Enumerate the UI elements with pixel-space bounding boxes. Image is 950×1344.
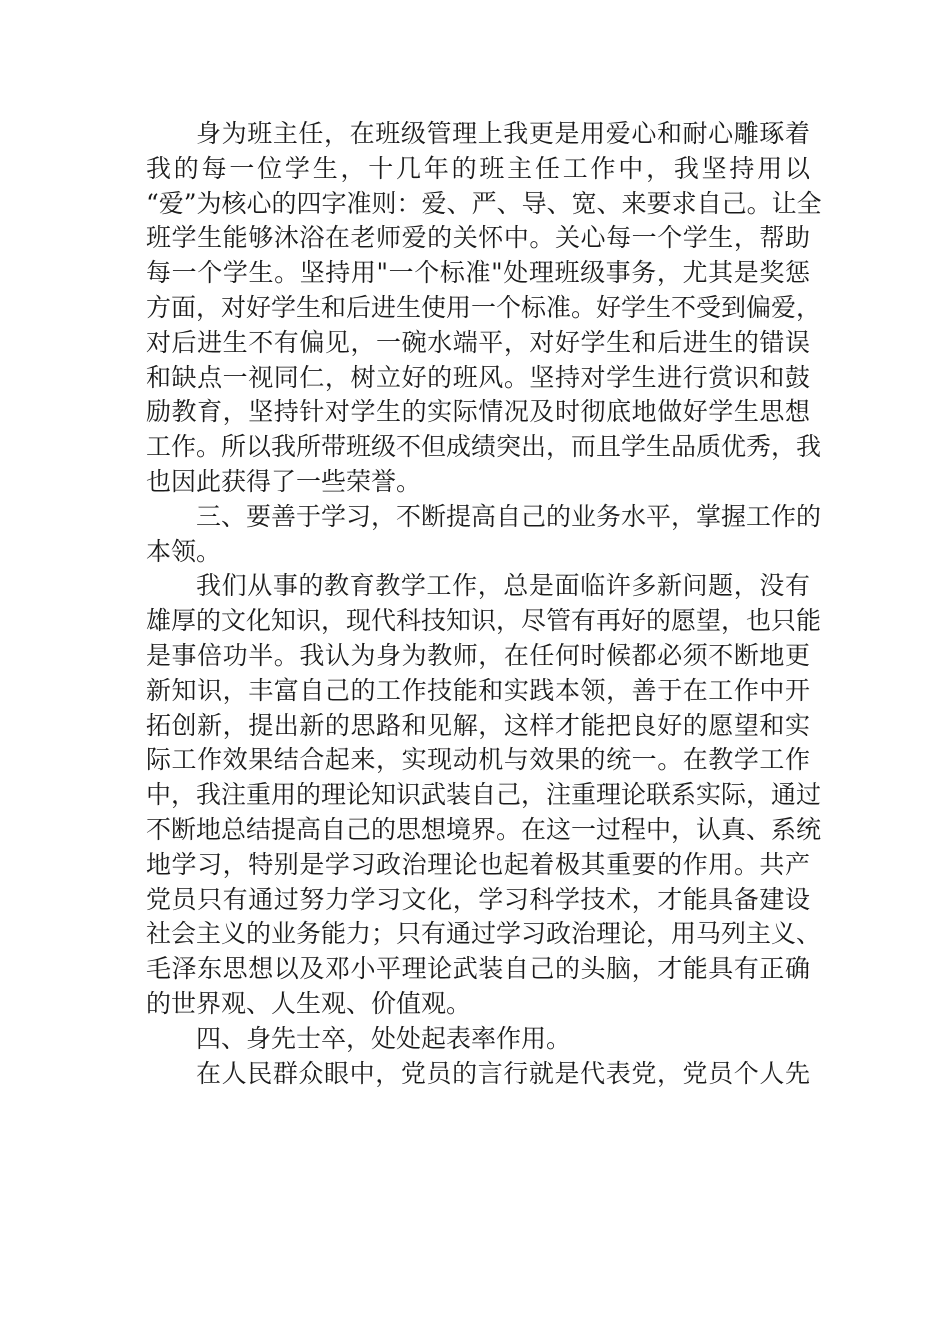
text-line: 中，我注重用的理论知识武装自己，注重理论联系实际，通过 xyxy=(146,780,822,810)
text-line: 励教育，坚持针对学生的实际情况及时彻底地做好学生思想 xyxy=(146,397,810,427)
text-line: 的世界观、人生观、价值观。 xyxy=(146,988,472,1018)
text-line: 身为班主任，在班级管理上我更是用爱心和耐心雕琢着 xyxy=(196,119,810,148)
text-line: 地学习，特别是学习政治理论也起着极其重要的作用。共产 xyxy=(146,849,810,879)
text-line: 党员只有通过努力学习文化，学习科学技术，才能具备建设 xyxy=(146,884,810,914)
text-line: 毛泽东思想以及邓小平理论武装自己的头脑，才能具有正确 xyxy=(146,954,810,984)
text-line: 工作。所以我所带班级不但成绩突出，而且学生品质优秀，我 xyxy=(146,432,822,462)
body-text xyxy=(146,117,822,1091)
text-line: 雄厚的文化知识，现代科技知识，尽管有再好的愿望，也只能 xyxy=(146,606,822,636)
text-line: 我的每一位学生，十几年的班主任工作中，我坚持用以 xyxy=(146,153,810,183)
section-heading: 四、身先士卒，处处起表率作用。 xyxy=(196,1023,572,1053)
text-line: 也因此获得了一些荣誉。 xyxy=(146,466,422,496)
text-line: 我们从事的教育教学工作，总是面临许多新问题，没有 xyxy=(196,571,810,601)
text-line: 新知识，丰富自己的工作技能和实践本领，善于在工作中开 xyxy=(146,675,810,705)
text-line: 和缺点一视同仁，树立好的班风。坚持对学生进行赏识和鼓 xyxy=(146,362,810,392)
text-line: 社会主义的业务能力；只有通过学习政治理论，用马列主义、 xyxy=(146,919,822,949)
text-line: 方面，对好学生和后进生使用一个标准。好学生不受到偏爱， xyxy=(146,292,822,322)
text-line: 班学生能够沐浴在老师爱的关怀中。关心每一个学生，帮助 xyxy=(146,223,810,253)
text-line: 是事倍功半。我认为身为教师，在任何时候都必须不断地更 xyxy=(146,640,810,670)
text-line: “爱”为核心的四字准则：爱、严、导、宽、来要求自己。让全 xyxy=(146,188,822,218)
text-line: 拓创新，提出新的思路和见解，这样才能把良好的愿望和实 xyxy=(146,710,810,740)
section-heading: 三、要善于学习，不断提高自己的业务水平，掌握工作的 xyxy=(196,501,822,531)
section-heading: 本领。 xyxy=(146,536,222,566)
text-line: 对后进生不有偏见，一碗水端平，对好学生和后进生的错误 xyxy=(146,327,810,357)
text-line: 不断地总结提高自己的思想境界。在这一过程中，认真、系统 xyxy=(146,814,822,844)
text-line: 在人民群众眼中，党员的言行就是代表党，党员个人先 xyxy=(196,1058,810,1088)
text-line: 每一个学生。坚持用"一个标准"处理班级事务，尤其是奖惩 xyxy=(146,258,810,288)
text-line: 际工作效果结合起来，实现动机与效果的统一。在教学工作 xyxy=(146,745,810,775)
